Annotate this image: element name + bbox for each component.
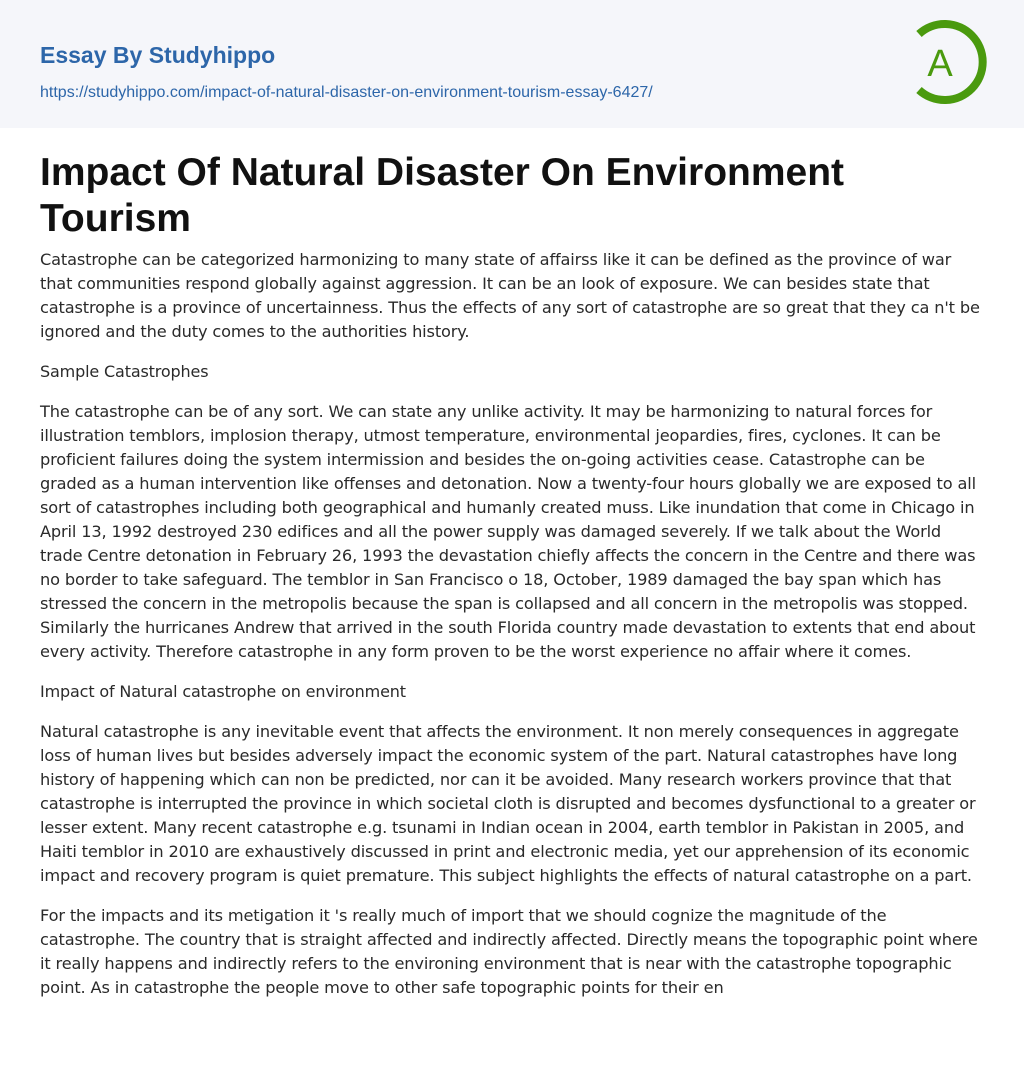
essay-url-link[interactable]: https://studyhippo.com/impact-of-natural-disaster-on-environment-tourism-essay-6427/ <box>40 84 653 101</box>
paragraph: Natural catastrophe is any inevitable event that affects the environment. It non merely consequences in aggregate loss of human lives but besides adversely impact the economic system of the part. Natural catastrophes have long history of happening which can non be predicted, nor can it be avoided. Many research workers province that that catastrophe is interrupted the province in which societal cloth is disrupted and becomes dysfunctional to a greater or lesser extent. Many recent catastrophe e.g. tsunami in Indian ocean in 2004, earth temblor in Pakistan in 2005, and Haiti temblor in 2010 are exhaustively discussed in print and electronic media, yet our apprehension of its economic impact and recovery program is quiet premature. This subject highlights the effects of natural catastrophe on a part. <box>40 722 976 885</box>
page-title: Impact Of Natural Disaster On Environment Tourism <box>40 151 845 240</box>
logo-letter: A <box>927 43 953 85</box>
paragraph: For the impacts and its metigation it 's really much of import that we should cognize the magnitude of the catastrophe. The country that is straight affected and indirectly affected. Directly means the topographic point where it really happens and indirectly refers to the environing environment that is near with the catastrophe topographic point. As in catastrophe the people move to other safe topographic points for their en <box>40 906 978 997</box>
site-brand[interactable]: Essay By Studyhippo <box>40 42 276 68</box>
paragraph: Catastrophe can be categorized harmonizing to many state of affairss like it can be defined as the province of war that communities respond globally against aggression. It can be an look of exposure. We can besides state that catastrophe is a province of uncertainness. Thus the effects of any sort of catastrophe are so great that they ca n't be ignored and the duty comes to the authorities history. <box>40 250 980 341</box>
studyhippo-logo-icon[interactable] <box>905 18 989 106</box>
article-body <box>40 248 984 1000</box>
section-heading: Impact of Natural catastrophe on environment <box>40 682 406 701</box>
site-header <box>0 0 1024 128</box>
paragraph: The catastrophe can be of any sort. We can state any unlike activity. It may be harmonizing to natural forces for illustration temblors, implosion therapy, utmost temperature, environmental jeopardies, fires, cyclones. It can be proficient failures doing the system intermission and besides the on-going activities cease. Catastrophe can be graded as a human intervention like offenses and detonation. Now a twenty-four hours globally we are exposed to all sort of catastrophes including both geographical and humanly created muss. Like inundation that come in Chicago in April 13, 1992 destroyed 230 edifices and all the power supply was damaged severely. If we talk about the World trade Centre detonation in February 26, 1993 the devastation chiefly affects the concern in the Centre and there was no border to take safeguard. The temblor in San Francisco o 18, October, 1989 damaged the bay span which has stressed the concern in the metropolis because the span is collapsed and all concern in the metropolis was stopped. Similarly the hurricanes Andrew that arrived in the south Florida country made devastation to extents that end about every activity. Therefore catastrophe in any form proven to be the worst experience no affair where it comes. <box>40 402 976 661</box>
section-heading: Sample Catastrophes <box>40 362 209 381</box>
